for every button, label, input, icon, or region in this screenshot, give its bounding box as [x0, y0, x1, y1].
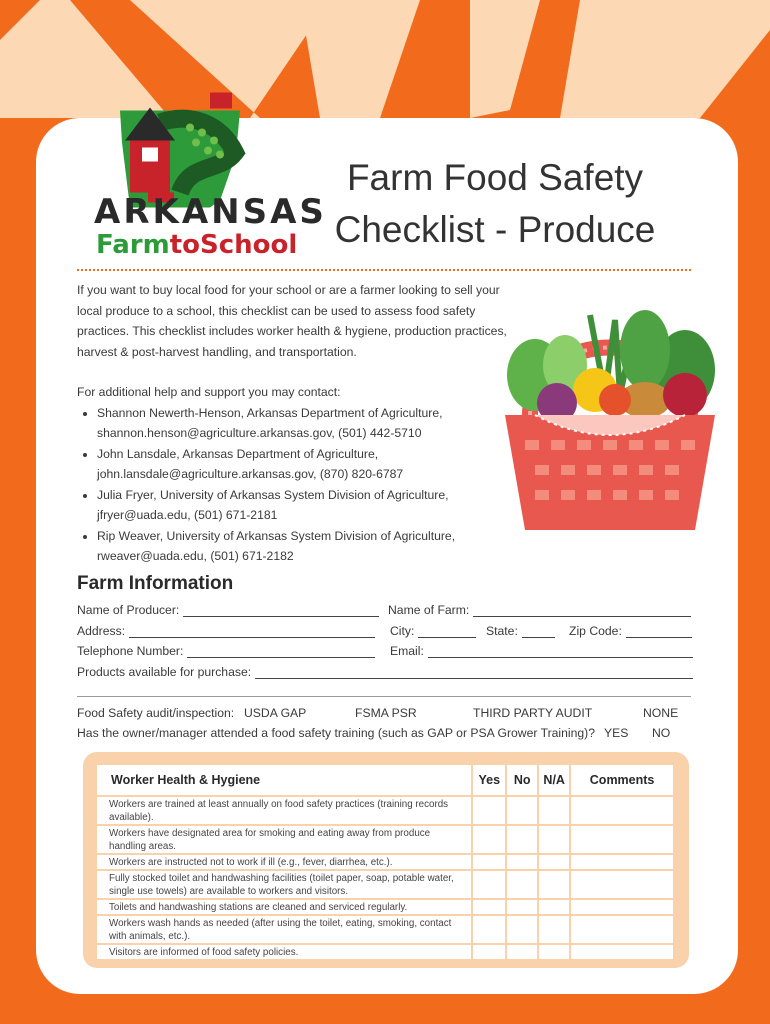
yes-cell[interactable]	[472, 944, 506, 960]
contact-item	[97, 444, 507, 485]
na-cell[interactable]	[538, 915, 570, 944]
contact-item	[97, 485, 507, 526]
products-label: Products available for purchase:	[77, 665, 252, 679]
contact-list	[77, 403, 507, 567]
column-heading-topic: Worker Health & Hygiene	[96, 764, 472, 796]
column-heading-comments: Comments	[570, 764, 674, 796]
audit-option-none[interactable]: NONE	[643, 706, 679, 720]
city-field	[390, 624, 476, 638]
contact-item	[97, 403, 507, 444]
help-intro: For additional help and support you may contact:	[77, 385, 341, 399]
farm-name-field	[388, 603, 691, 617]
comments-cell[interactable]	[570, 915, 674, 944]
training-question: Has the owner/manager attended a food safety training (such as GAP or PSA Grower Training)?	[77, 726, 596, 740]
dotted-divider	[77, 269, 691, 271]
yes-cell[interactable]	[472, 825, 506, 854]
products-input[interactable]	[255, 666, 693, 679]
table-row	[96, 944, 674, 960]
yes-cell[interactable]	[472, 915, 506, 944]
audit-option-usda-gap[interactable]: USDA GAP	[244, 706, 307, 720]
table-row	[96, 854, 674, 870]
training-no-option[interactable]: NO	[652, 726, 671, 740]
audit-option-fsma-psr[interactable]: FSMA PSR	[355, 706, 417, 720]
farm-information-heading: Farm Information	[77, 573, 234, 594]
state-label: State:	[486, 624, 518, 638]
na-cell[interactable]	[538, 944, 570, 960]
state-field	[486, 624, 555, 638]
table-row	[96, 899, 674, 915]
zip-field	[569, 624, 692, 638]
city-input[interactable]	[418, 625, 476, 638]
column-heading-no: No	[506, 764, 538, 796]
contact-details: shannon.henson@agriculture.arkansas.gov, (501) 442-5710	[97, 426, 422, 440]
logo-to: to	[169, 230, 200, 260]
title-line-1: Farm Food Safety	[346, 157, 644, 198]
zip-input[interactable]	[626, 625, 692, 638]
row-text: Visitors are informed of food safety policies.	[96, 944, 472, 960]
contact-details: jfryer@uada.edu, (501) 671-2181	[97, 508, 278, 522]
contact-details: rweaver@uada.edu, (501) 671-2182	[97, 549, 294, 563]
phone-field	[77, 644, 375, 658]
contact-name: Shannon Newerth-Henson, Arkansas Department of Agriculture,	[97, 405, 443, 420]
training-yes-option[interactable]: YES	[604, 726, 629, 740]
logo-farm: Farm	[96, 230, 170, 260]
contact-name: Rip Weaver, University of Arkansas System Division of Agriculture,	[97, 528, 456, 543]
farm-name-label: Name of Farm:	[388, 603, 470, 617]
audit-option-third-party[interactable]: THIRD PARTY AUDIT	[473, 706, 593, 720]
page-title	[300, 152, 690, 256]
contact-name: Julia Fryer, University of Arkansas System Division of Agriculture,	[97, 487, 449, 502]
contact-section	[77, 382, 507, 567]
no-cell[interactable]	[506, 899, 538, 915]
producer-label: Name of Producer:	[77, 603, 180, 617]
logo-farm-to-school-text	[96, 230, 297, 260]
email-label: Email:	[390, 644, 424, 658]
zip-label: Zip Code:	[569, 624, 622, 638]
comments-cell[interactable]	[570, 825, 674, 854]
address-field	[77, 624, 375, 638]
contact-item	[97, 526, 507, 567]
producer-field	[77, 603, 379, 617]
phone-input[interactable]	[187, 645, 375, 658]
state-input[interactable]	[522, 625, 555, 638]
na-cell[interactable]	[538, 825, 570, 854]
table-row	[96, 870, 674, 899]
address-input[interactable]	[129, 625, 375, 638]
farm-name-input[interactable]	[473, 604, 691, 617]
row-text: Workers are trained at least annually on food safety practices (training records available).	[96, 796, 472, 825]
table-row	[96, 915, 674, 944]
no-cell[interactable]	[506, 825, 538, 854]
audit-label: Food Safety audit/inspection:	[77, 706, 235, 720]
comments-cell[interactable]	[570, 796, 674, 825]
row-text: Fully stocked toilet and handwashing facilities (toilet paper, soap, potable water, single use towels) are available to workers and visitors.	[96, 870, 472, 899]
address-label: Address:	[77, 624, 126, 638]
logo-school: School	[200, 230, 298, 260]
email-field	[390, 644, 693, 658]
city-label: City:	[390, 624, 415, 638]
title-line-2: Checklist - Produce	[334, 209, 656, 250]
column-heading-na: N/A	[538, 764, 570, 796]
no-cell[interactable]	[506, 915, 538, 944]
products-field	[77, 665, 693, 679]
phone-label: Telephone Number:	[77, 644, 184, 658]
contact-details: john.lansdale@agriculture.arkansas.gov, (870) 820-6787	[97, 467, 404, 481]
yes-cell[interactable]	[472, 870, 506, 899]
table-row	[96, 825, 674, 854]
producer-input[interactable]	[183, 604, 379, 617]
contact-name: John Lansdale, Arkansas Department of Agriculture,	[97, 446, 379, 461]
no-cell[interactable]	[506, 854, 538, 870]
na-cell[interactable]	[538, 854, 570, 870]
no-cell[interactable]	[506, 870, 538, 899]
logo-arkansas-text: ARKANSAS	[94, 192, 327, 232]
row-text: Workers are instructed not to work if ill (e.g., fever, diarrhea, etc.).	[96, 854, 472, 870]
section-divider	[77, 696, 691, 697]
table-row	[96, 796, 674, 825]
yes-cell[interactable]	[472, 796, 506, 825]
worker-health-checklist-table	[95, 763, 675, 961]
email-input[interactable]	[428, 645, 693, 658]
row-text: Workers have designated area for smoking and eating away from produce handling areas.	[96, 825, 472, 854]
yes-cell[interactable]	[472, 854, 506, 870]
na-cell[interactable]	[538, 899, 570, 915]
column-heading-yes: Yes	[472, 764, 506, 796]
comments-cell[interactable]	[570, 854, 674, 870]
intro-paragraph: If you want to buy local food for your school or are a farmer looking to sell your local produce to a school, this checklist can be used to assess food safety practices. This checklist includes worker health & hygiene, production practices, harvest & post-harvest handling, and transportation.	[77, 283, 507, 359]
yes-cell[interactable]	[472, 899, 506, 915]
row-text: Workers wash hands as needed (after using the toilet, eating, smoking, contact with animals, etc.).	[96, 915, 472, 944]
no-cell[interactable]	[506, 796, 538, 825]
comments-cell[interactable]	[570, 870, 674, 899]
table-header-row	[96, 764, 674, 796]
row-text: Toilets and handwashing stations are cleaned and serviced regularly.	[96, 899, 472, 915]
na-cell[interactable]	[538, 796, 570, 825]
comments-cell[interactable]	[570, 944, 674, 960]
no-cell[interactable]	[506, 944, 538, 960]
na-cell[interactable]	[538, 870, 570, 899]
comments-cell[interactable]	[570, 899, 674, 915]
produce-basket-illustration	[495, 295, 725, 540]
